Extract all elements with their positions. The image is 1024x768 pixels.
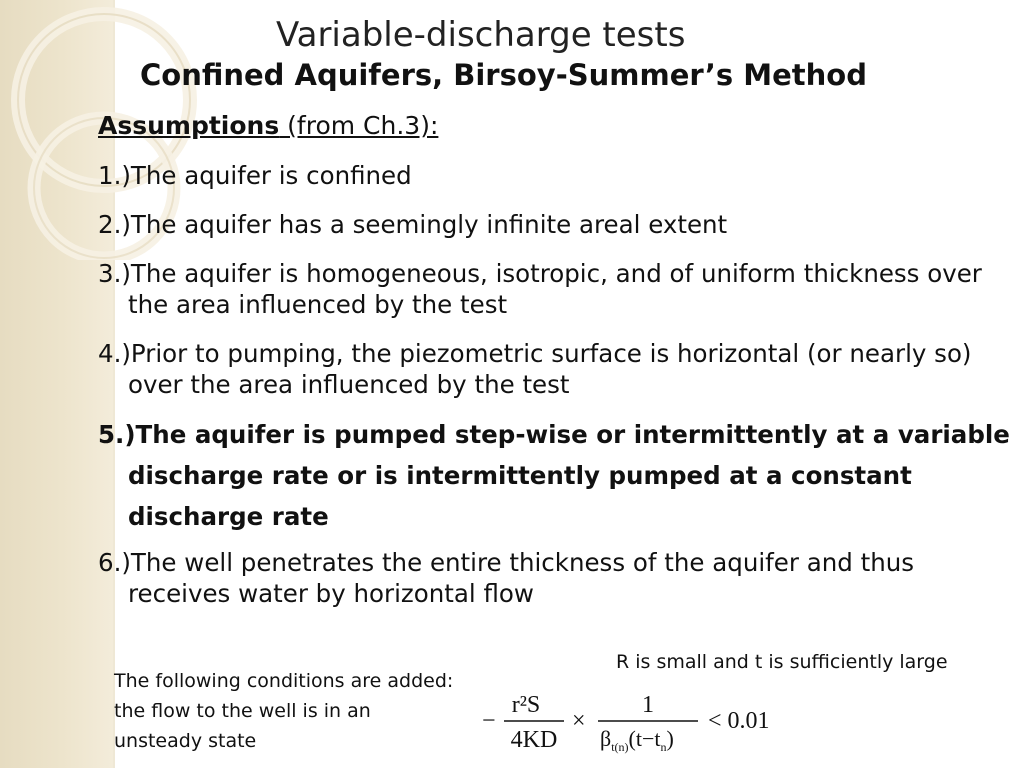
added-conditions [114,666,494,756]
conditions-line-3: unsteady state [114,730,257,752]
assumptions-source: (from Ch.3): [279,111,439,140]
assumption-item-2: 2.)The aquifer has a seemingly infinite areal extent [98,210,728,239]
formula-times: × [572,708,586,734]
assumption-list [98,160,1020,627]
formula-denominator-2: $\beta_{t(n)}(t-t_n)$ [600,726,674,754]
formula-denominator-1: 4KD [510,727,558,753]
condition-formula [476,686,796,756]
slide-subtitle: Confined Aquifers, Birsoy-Summer’s Method [140,58,867,92]
formula-inequality: < 0.01 [708,708,770,734]
assumption-item-1: 1.)The aquifer is confined [98,161,412,190]
assumptions-heading [98,106,438,146]
formula-minus: − [482,708,496,734]
conditions-line-2: the flow to the well is in an [114,700,371,722]
assumption-item-5: 5.)The aquifer is pumped step-wise or intermittently at a variable discharge rate or is intermittently pumped at a constant discharge rate [98,420,1010,531]
formula-numerator-2: 1 [642,692,654,718]
assumptions-label: Assumptions [98,111,280,140]
conditions-line-1: The following conditions are added: [114,670,454,692]
condition-note: R is small and t is sufficiently large [616,651,948,673]
slide-title: Variable-discharge tests [276,15,686,55]
assumption-item-3: 3.)The aquifer is homogeneous, isotropic, and of uniform thickness over the area influenced by the test [98,259,982,319]
assumption-item-6: 6.)The well penetrates the entire thickness of the aquifer and thus receives water by horizontal flow [98,548,915,608]
assumption-item-4: 4.)Prior to pumping, the piezometric surface is horizontal (or nearly so) over the area influenced by the test [98,339,972,399]
formula-numerator-1: r²S [511,692,541,718]
